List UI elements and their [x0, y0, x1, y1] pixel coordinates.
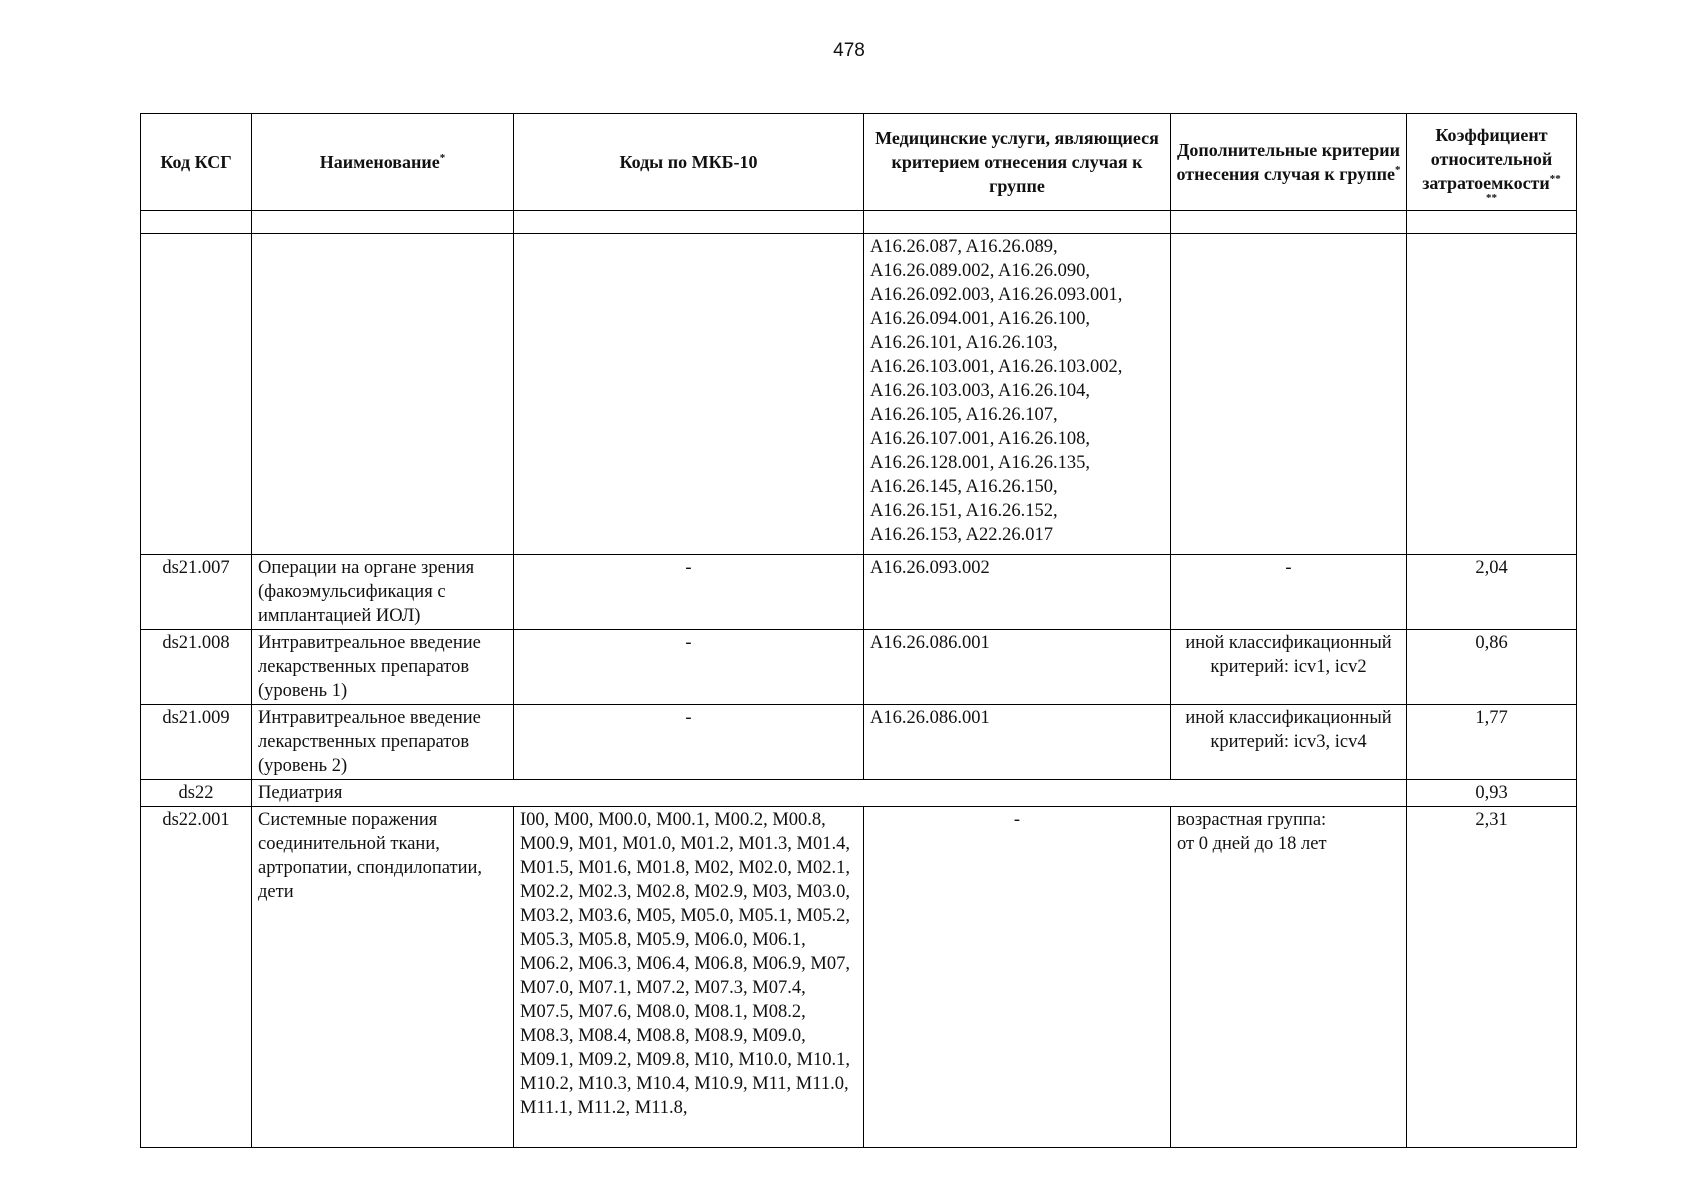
ksg-code: ds21.007 [141, 555, 252, 630]
ksg-name: Интравитреальное введение лекарственных препаратов (уровень 1) [252, 630, 514, 705]
table-row [141, 555, 1577, 630]
ksg-code: ds21.009 [141, 705, 252, 780]
header-services: Медицинские услуги, являющиеся критерием отнесения случая к группе [864, 114, 1171, 211]
header-extra: Дополнительные критерии отнесения случая к группе* [1171, 114, 1407, 211]
services-continuation: A16.26.087, A16.26.089, A16.26.089.002, A16.26.090, A16.26.092.003, A16.26.093.001, A16.26.094.001, A16.26.100, A16.26.101, A16.26.103, A16.26.103.001, A16.26.103.002, A16.26.103.003, A16.26.104, A16.26.105, A16.26.107, A16.26.107.001, A16.26.108, A16.26.128.001, A16.26.135, A16.26.145, A16.26.150, A16.26.151, A16.26.152, A16.26.153, A22.26.017 [864, 234, 1171, 555]
spacer-row [141, 211, 1577, 234]
page-number: 478 [833, 40, 865, 61]
mkb-codes: - [514, 555, 864, 630]
group-name: Педиатрия [252, 780, 1407, 807]
mkb-codes: I00, M00, M00.0, M00.1, M00.2, M00.8, M00.9, M01, M01.0, M01.2, M01.3, M01.4, M01.5, M01.6, M01.8, M02, M02.0, M02.1, M02.2, M02.3, M02.8, M02.9, M03, M03.0, M03.2, M03.6, M05, M05.0, M05.1, M05.2, M05.3, M05.8, M05.9, M06.0, M06.1, M06.2, M06.3, M06.4, M06.8, M06.9, M07, M07.0, M07.1, M07.2, M07.3, M07.4, M07.5, M07.6, M08.0, M08.1, M08.2, M08.3, M08.4, M08.8, M08.9, M09.0, M09.1, M09.2, M09.8, M10, M10.0, M10.1, M10.2, M10.3, M10.4, M10.9, M11, M11.0, M11.1, M11.2, M11.8, [514, 807, 864, 1148]
group-code: ds22 [141, 780, 252, 807]
header-coef: Коэффициент относительной затратоемкости** ** [1407, 114, 1577, 211]
ksg-name: Операции на органе зрения (факоэмульсификация с имплантацией ИОЛ) [252, 555, 514, 630]
services: A16.26.093.002 [864, 555, 1171, 630]
group-row [141, 780, 1577, 807]
header-name: Наименование* [252, 114, 514, 211]
header-code: Код КСГ [141, 114, 252, 211]
group-coefficient: 0,93 [1407, 780, 1577, 807]
mkb-codes: - [514, 705, 864, 780]
extra-criteria: иной классификационный критерий: icv1, icv2 [1171, 630, 1407, 705]
ksg-name: Системные поражения соединительной ткани, артропатии, спондилопатии, дети [252, 807, 514, 1148]
extra-criteria: - [1171, 555, 1407, 630]
ksg-code: ds21.008 [141, 630, 252, 705]
coefficient: 0,86 [1407, 630, 1577, 705]
coefficient: 2,04 [1407, 555, 1577, 630]
services: A16.26.086.001 [864, 630, 1171, 705]
table-row [141, 234, 1577, 555]
table-row [141, 630, 1577, 705]
mkb-codes: - [514, 630, 864, 705]
extra-criteria: возрастная группа: от 0 дней до 18 лет [1171, 807, 1407, 1148]
header-mkb: Коды по МКБ-10 [514, 114, 864, 211]
ksg-table [140, 113, 1577, 1148]
services: A16.26.086.001 [864, 705, 1171, 780]
ksg-name: Интравитреальное введение лекарственных препаратов (уровень 2) [252, 705, 514, 780]
coefficient: 2,31 [1407, 807, 1577, 1148]
extra-criteria: иной классификационный критерий: icv3, icv4 [1171, 705, 1407, 780]
coefficient: 1,77 [1407, 705, 1577, 780]
ksg-code: ds22.001 [141, 807, 252, 1148]
table-row [141, 705, 1577, 780]
services: - [864, 807, 1171, 1148]
table-row [141, 807, 1577, 1148]
header-row [141, 114, 1577, 211]
